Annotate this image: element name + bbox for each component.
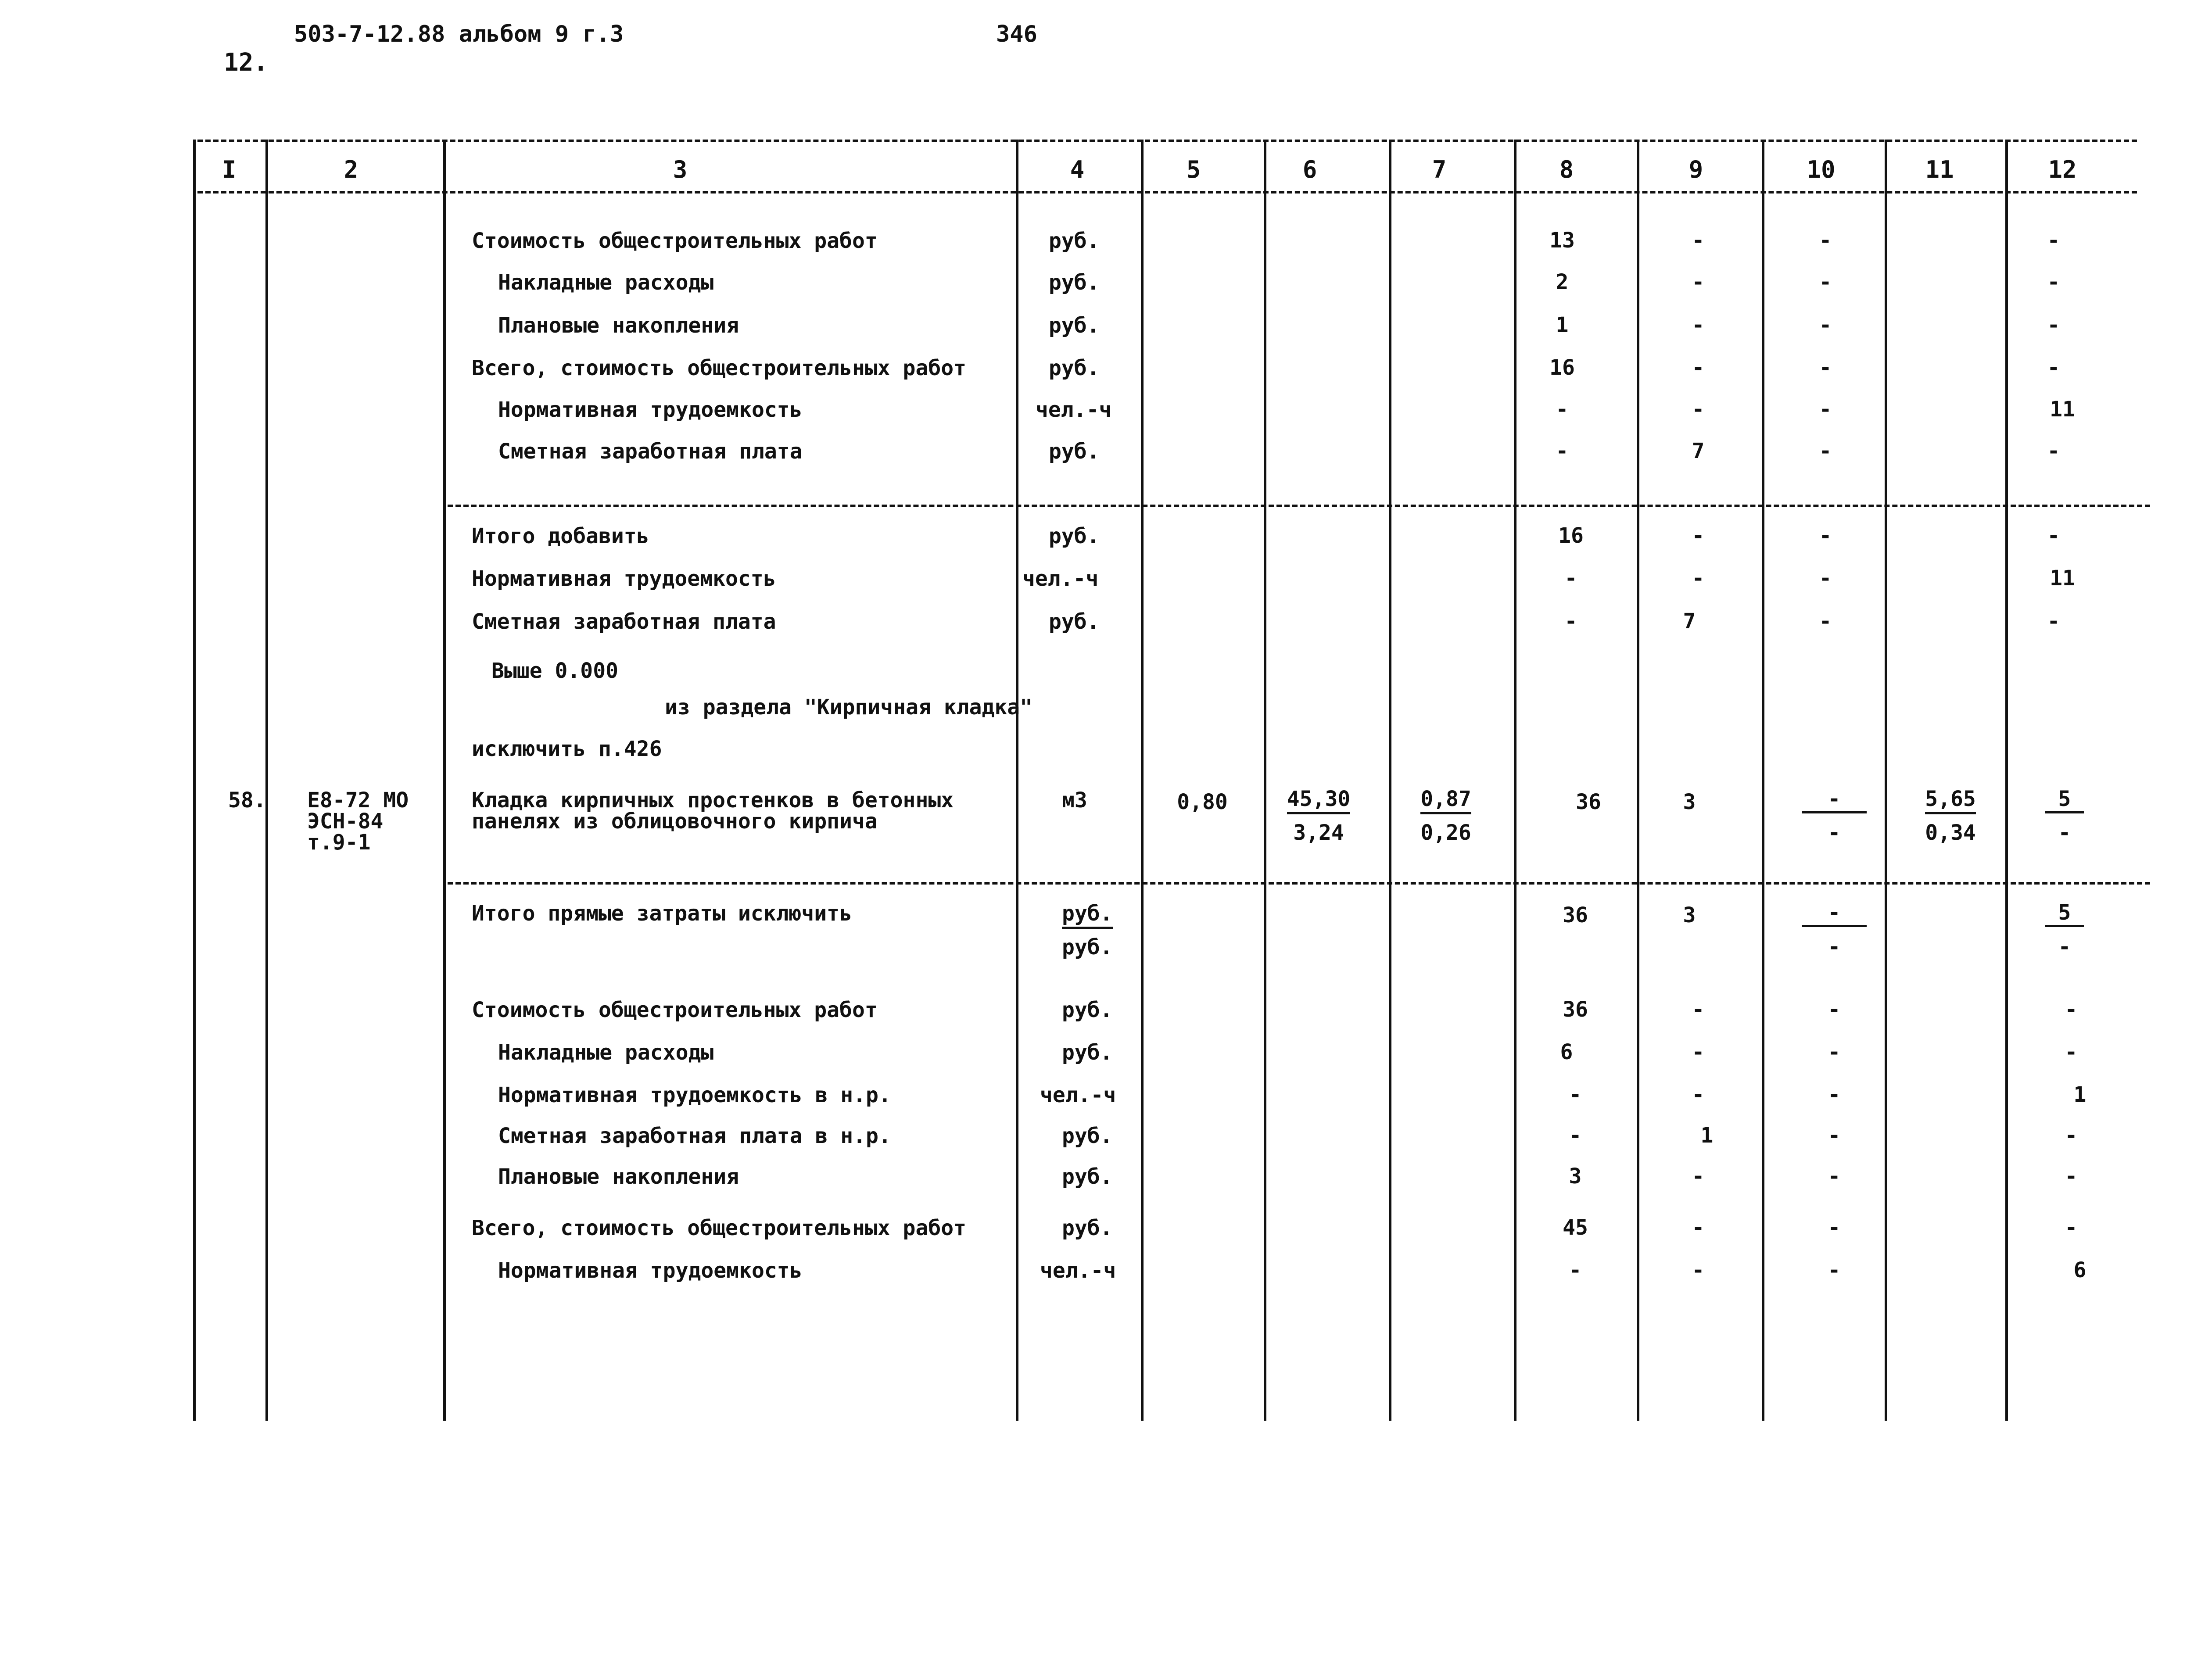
row-unit: руб. (1049, 609, 1100, 634)
row-name: Нормативная трудоемкость (498, 1258, 803, 1283)
row-unit: чел.-ч (1040, 1258, 1116, 1283)
sheet-mark: 12. (224, 48, 269, 77)
row-col8: - (1564, 609, 1577, 634)
row-unit: чел.-ч (1036, 398, 1112, 422)
row-col12: 6 (2073, 1258, 2086, 1282)
row-name: Итого прямые затраты исключить (472, 901, 852, 926)
col-border-2 (443, 140, 446, 1421)
item-col12-top: 5 (2032, 787, 2097, 811)
row-col9: 7 (1683, 609, 1696, 634)
block-separator-1 (448, 505, 2150, 507)
row-col9: - (1692, 1215, 1705, 1240)
item-col6-bottom: 3,24 (1293, 820, 1344, 845)
row-col10: - (1819, 397, 1832, 422)
col-border-1 (265, 140, 268, 1421)
row-col10: - (1819, 355, 1832, 380)
row-col8: - (1556, 439, 1569, 463)
col-border-4 (1141, 140, 1144, 1421)
row-name: Сметная заработная плата (472, 609, 776, 634)
col-border-6 (1389, 140, 1391, 1421)
row-name: Сметная заработная плата (498, 439, 803, 464)
row-col10-bottom: - (1828, 935, 1841, 959)
column-header-11: 11 (1925, 156, 1954, 183)
row-unit: руб. (1049, 356, 1100, 380)
row-col10: - (1819, 270, 1832, 294)
row-col8: - (1569, 1123, 1582, 1148)
row-col12: - (2047, 355, 2060, 380)
row-col8: - (1556, 397, 1569, 422)
col-border-7 (1514, 140, 1516, 1421)
item-col9: 3 (1683, 790, 1696, 814)
column-header-10: 10 (1807, 156, 1836, 183)
row-unit-top: руб. (1062, 903, 1113, 924)
row-col9: - (1692, 270, 1705, 294)
column-header-9: 9 (1689, 156, 1703, 183)
row-name: Всего, стоимость общестроительных работ (472, 356, 967, 380)
item-col7-bottom: 0,26 (1420, 820, 1471, 845)
section-note-line3: исключить п.426 (472, 737, 662, 761)
row-col8: - (1564, 566, 1577, 591)
row-unit: чел.-ч (1022, 566, 1099, 591)
row-name: Плановые накопления (498, 1164, 739, 1189)
row-col9: - (1692, 523, 1705, 548)
row-col10: - (1819, 523, 1832, 548)
column-header-4: 4 (1070, 156, 1085, 183)
row-name: Сметная заработная плата в н.р. (498, 1124, 891, 1148)
document-reference: 503-7-12.88 альбом 9 г.3 (294, 21, 624, 47)
row-col9: - (1692, 1082, 1705, 1107)
col-border-10 (1885, 140, 1887, 1421)
col-border-8 (1637, 140, 1639, 1421)
row-col10: - (1828, 1215, 1841, 1240)
row-unit: руб. (1062, 998, 1113, 1022)
row-col12: - (2065, 1040, 2078, 1064)
row-col12: 11 (2050, 397, 2075, 422)
row-col12-bottom: - (2058, 935, 2071, 959)
column-header-2: 2 (344, 156, 358, 183)
row-col12: - (2047, 439, 2060, 463)
item-code-line3: т.9-1 (307, 830, 371, 855)
row-name: Всего, стоимость общестроительных работ (472, 1216, 967, 1240)
item-col5: 0,80 (1177, 790, 1228, 814)
column-header-3: 3 (673, 156, 688, 183)
row-unit: руб. (1062, 1216, 1113, 1240)
row-col9: - (1692, 1258, 1705, 1282)
item-col10-top: - (1790, 787, 1878, 811)
row-name: Стоимость общестроительных работ (472, 998, 878, 1022)
column-header-5: 5 (1186, 156, 1201, 183)
column-header-12: 12 (2048, 156, 2077, 183)
row-unit: руб. (1049, 313, 1100, 338)
row-col8: 1 (1556, 313, 1569, 337)
row-col10: - (1828, 1040, 1841, 1064)
row-col12: 11 (2050, 566, 2075, 591)
row-name: Накладные расходы (498, 1040, 714, 1065)
block-separator-2 (448, 882, 2150, 885)
item-col6-top: 45,30 (1281, 787, 1356, 811)
row-col10: - (1819, 566, 1832, 591)
row-name: Стоимость общестроительных работ (472, 229, 878, 253)
row-name: Накладные расходы (498, 270, 714, 295)
row-col8: 16 (1558, 523, 1584, 548)
row-col8: 6 (1560, 1040, 1573, 1064)
table-top-border (197, 140, 2137, 142)
row-unit: руб. (1062, 1164, 1113, 1189)
row-col8: 13 (1549, 228, 1575, 253)
item-col11-bottom: 0,34 (1925, 820, 1976, 845)
row-col12: 1 (2073, 1082, 2086, 1107)
row-name: Нормативная трудоемкость (498, 398, 803, 422)
row-col8: 36 (1563, 903, 1588, 928)
row-col9: - (1692, 355, 1705, 380)
row-name: Плановые накопления (498, 313, 739, 338)
row-name: Итого добавить (472, 524, 649, 548)
row-col8: 16 (1549, 355, 1575, 380)
row-col9: - (1692, 397, 1705, 422)
col-border-11 (2005, 140, 2008, 1421)
row-col10: - (1828, 1082, 1841, 1107)
item-number: 58. (228, 788, 266, 813)
item-name-line1: Кладка кирпичных простенков в бетонных (472, 788, 954, 813)
item-col11-top: 5,65 (1913, 787, 1988, 811)
row-col9: - (1692, 566, 1705, 591)
row-col10: - (1819, 439, 1832, 463)
header-bottom-border (197, 191, 2137, 193)
row-col12: - (2065, 1164, 2078, 1189)
row-col8: - (1569, 1258, 1582, 1282)
row-col10: - (1819, 228, 1832, 253)
row-col12: - (2047, 609, 2060, 634)
item-col8: 36 (1576, 790, 1601, 814)
row-col9: - (1692, 1040, 1705, 1064)
item-code-line2: ЭСН-84 (307, 809, 384, 834)
row-col9: 7 (1692, 439, 1705, 463)
row-col12: - (2047, 270, 2060, 294)
row-col10: - (1819, 313, 1832, 337)
row-col10: - (1828, 1164, 1841, 1189)
row-col8: 3 (1569, 1164, 1582, 1189)
row-unit: руб. (1062, 1040, 1113, 1065)
col-border-0 (193, 140, 196, 1421)
column-header-1: I (222, 156, 237, 183)
row-col9: - (1692, 997, 1705, 1022)
row-col8: - (1569, 1082, 1582, 1107)
col-border-9 (1762, 140, 1764, 1421)
row-unit: руб. (1062, 1124, 1113, 1148)
row-col8: 45 (1563, 1215, 1588, 1240)
row-unit: руб. (1049, 439, 1100, 464)
row-col12: - (2065, 1123, 2078, 1148)
row-unit: руб. (1049, 270, 1100, 295)
column-header-6: 6 (1302, 156, 1317, 183)
row-col10-top: - (1790, 900, 1878, 925)
item-code-line1: Е8-72 МО (307, 788, 409, 813)
row-unit: чел.-ч (1040, 1083, 1116, 1107)
row-col10: - (1819, 609, 1832, 634)
row-col10: - (1828, 1123, 1841, 1148)
row-col12: - (2065, 1215, 2078, 1240)
row-col9: 3 (1683, 903, 1696, 928)
row-col9: 1 (1700, 1123, 1714, 1148)
row-unit-bottom: руб. (1062, 935, 1113, 960)
item-col10-bottom: - (1828, 820, 1841, 845)
column-header-8: 8 (1559, 156, 1574, 183)
row-col12: - (2065, 997, 2078, 1022)
row-col9: - (1692, 228, 1705, 253)
row-col8: 2 (1556, 270, 1569, 294)
row-name: Нормативная трудоемкость (472, 566, 776, 591)
item-unit: м3 (1062, 788, 1087, 813)
section-note-line1: Выше 0.000 (491, 659, 618, 683)
page-number: 346 (996, 21, 1037, 47)
row-col12-top: 5 (2032, 900, 2097, 925)
row-unit: руб. (1049, 524, 1100, 548)
item-col7-top: 0,87 (1409, 787, 1483, 811)
row-col9: - (1692, 1164, 1705, 1189)
row-name: Нормативная трудоемкость в н.р. (498, 1083, 891, 1107)
item-col12-bottom: - (2058, 820, 2071, 845)
row-col10: - (1828, 1258, 1841, 1282)
row-col12: - (2047, 313, 2060, 337)
col-border-5 (1264, 140, 1266, 1421)
column-header-7: 7 (1432, 156, 1447, 183)
row-col10: - (1828, 997, 1841, 1022)
row-col8: 36 (1563, 997, 1588, 1022)
section-note-line2: из раздела "Кирпичная кладка" (665, 695, 1033, 720)
row-col9: - (1692, 313, 1705, 337)
item-name-line2: панелях из облицовочного кирпича (472, 809, 878, 834)
row-col12: - (2047, 523, 2060, 548)
row-col12: - (2047, 228, 2060, 253)
row-unit: руб. (1049, 229, 1100, 253)
col-border-3 (1016, 140, 1018, 1421)
